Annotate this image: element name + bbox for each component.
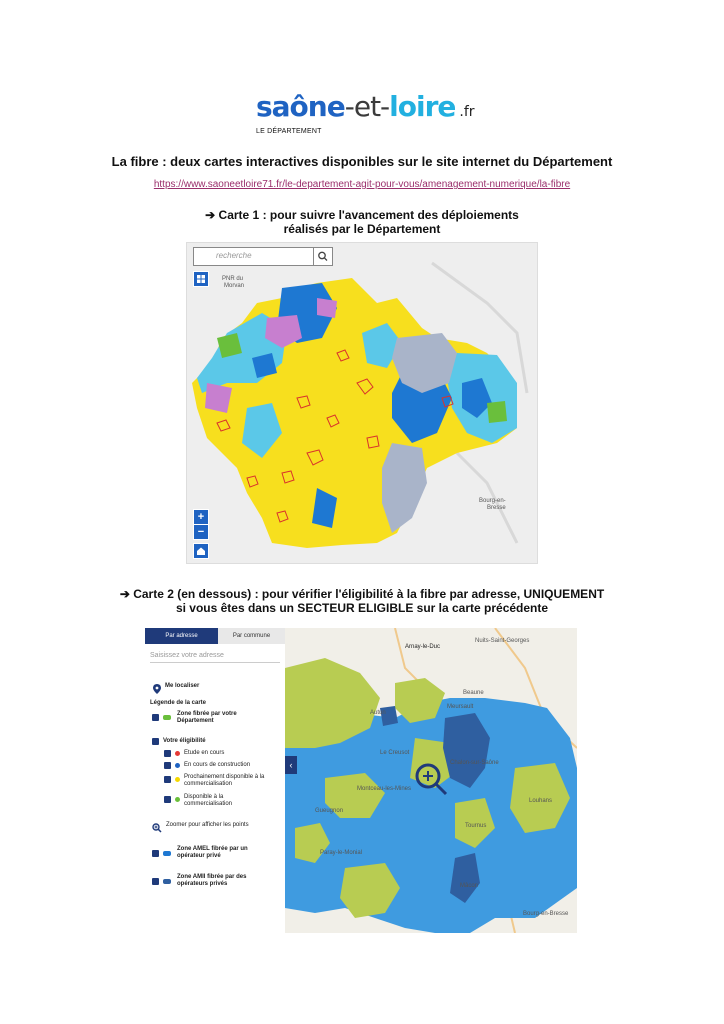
amii-label-1: Zone AMII fibrée par des (177, 874, 247, 880)
place-autun: Autun (370, 710, 386, 716)
place-louhans: Louhans (529, 798, 553, 804)
place-arnay: Arnay-le-Duc (405, 644, 441, 650)
place-montceau: Montceau-les-Mines (357, 786, 412, 792)
carte1-map-shapes (187, 243, 537, 563)
elig-dot-yellow (175, 777, 180, 782)
logo-subtitle: LE DÉPARTEMENT (256, 128, 322, 135)
logo-suffix: .fr (459, 104, 475, 120)
elig-label-0: Etude en cours (184, 750, 225, 756)
logo-text-part3: loire (389, 90, 456, 123)
elig-checkbox-1[interactable] (164, 762, 171, 769)
carte2-heading-line1: ➔ Carte 2 (en dessous) : pour vérifier l'éligibilité à la fibre par adresse, UNIQUEMENT (119, 587, 605, 601)
tab-par-commune[interactable]: Par commune (218, 628, 285, 644)
page-title: La fibre : deux cartes interactives disponibles sur le site internet du Département (111, 154, 613, 169)
amel-swatch (163, 851, 171, 856)
eligibility-title: Votre éligibilité (163, 738, 206, 744)
label-bresse: Bresse (487, 505, 506, 511)
elig-dot-green (175, 797, 180, 802)
place-meursault: Meursault (447, 704, 474, 710)
elig-dot-blue (175, 763, 180, 768)
eligibility-checkbox[interactable] (152, 738, 159, 745)
carte2-heading-line2: si vous êtes dans un SECTEUR ELIGIBLE sur la carte précédente (175, 601, 549, 615)
elig-label-1: En cours de construction (184, 762, 251, 768)
place-paray: Paray-le-Monial (320, 850, 363, 856)
place-macon: Mâcon (460, 883, 479, 889)
chevron-left-icon: ‹ (289, 760, 293, 770)
carte1-heading-line1: ➔ Carte 1 : pour suivre l'avancement des déploiements (205, 208, 519, 222)
elig-checkbox-3[interactable] (164, 796, 171, 803)
logo-text-part1: saône (256, 90, 345, 123)
elig-label-3b: commercialisation (184, 801, 233, 807)
elig-dot-red (175, 751, 180, 756)
carte1-heading (0, 208, 724, 236)
label-bourg: Bourg-en- (479, 498, 506, 504)
carte1-search-placeholder: recherche (216, 251, 252, 260)
elig-checkbox-2[interactable] (164, 776, 171, 783)
amel-checkbox[interactable] (152, 850, 159, 857)
carte2-map[interactable] (285, 628, 577, 933)
label-morvan: Morvan (224, 283, 245, 289)
fibre-page-link[interactable]: https://www.saoneetloire71.fr/le-departement-agit-pour-vous/amenagement-numerique/la-fibre (153, 179, 571, 190)
locate-icon (153, 681, 161, 699)
zone-dept-swatch (163, 715, 171, 720)
place-bourg: Bourg-en-Bresse (523, 911, 569, 917)
place-beaune: Beaune (463, 690, 484, 696)
zoom-points-icon (152, 820, 162, 838)
tab-par-adresse[interactable]: Par adresse (145, 628, 218, 644)
place-chalon: Chalon-sur-Saône (450, 760, 499, 766)
carte1-search-button[interactable] (313, 248, 332, 265)
zone-dept-label-1: Zone fibrée par votre (177, 711, 237, 717)
carte1-search-input[interactable] (193, 247, 333, 266)
grid-icon (194, 272, 208, 286)
elig-label-2b: commercialisation (184, 781, 233, 787)
place-tournus: Tournus (465, 823, 487, 829)
zone-dept-checkbox[interactable] (152, 714, 159, 721)
label-pnr: PNR du (222, 276, 244, 282)
logo-text-part2: -et- (344, 90, 390, 123)
carte2-map-shapes (285, 628, 577, 933)
zoom-in-button[interactable]: + (193, 509, 209, 525)
carte2-heading (0, 587, 724, 615)
carte1-map[interactable] (186, 242, 538, 564)
locate-me-link[interactable]: Me localiser (165, 683, 200, 689)
place-creusot: Le Creusot (380, 750, 410, 756)
home-icon (194, 544, 208, 558)
elig-checkbox-0[interactable] (164, 750, 171, 757)
amii-label-2: opérateurs privés (177, 881, 228, 887)
place-nuits: Nuits-Saint-Georges (475, 638, 530, 644)
layers-grid-button[interactable] (193, 271, 209, 287)
elig-label-2a: Prochainement disponible à la (184, 774, 265, 780)
department-logo (256, 92, 475, 135)
carte1-heading-line2: réalisés par le Département (283, 222, 441, 236)
amii-checkbox[interactable] (152, 878, 159, 885)
home-button[interactable] (193, 543, 209, 559)
address-input[interactable]: Saisissez votre adresse (150, 652, 280, 663)
legend-title: Légende de la carte (150, 700, 207, 706)
collapse-panel-button[interactable] (285, 756, 297, 774)
elig-label-3a: Disponible à la (184, 794, 224, 800)
zone-dept-label-2: Département (177, 718, 214, 724)
amii-swatch (163, 879, 171, 884)
zoom-out-button[interactable]: − (193, 524, 209, 540)
zoom-points-text: Zoomer pour afficher les points (166, 822, 249, 828)
amel-label-2: opérateur privé (177, 853, 221, 859)
place-gueugnon: Gueugnon (315, 808, 344, 814)
amel-label-1: Zone AMEL fibrée par un (177, 846, 248, 852)
search-icon (314, 248, 332, 265)
carte2-panel (145, 628, 285, 933)
